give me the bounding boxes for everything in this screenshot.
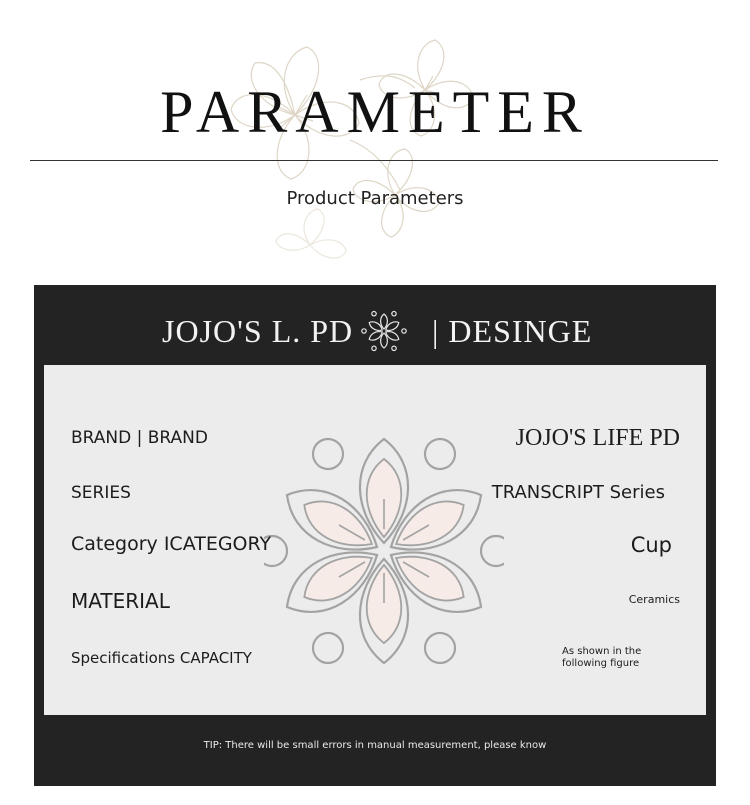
parameter-card <box>34 285 716 786</box>
measurement-tip: TIP: There will be small errors in manual measurement, please know <box>203 740 547 751</box>
cherry-blossom-illustration <box>200 20 520 280</box>
brand-label: BRAND | BRAND <box>71 428 208 448</box>
series-value: TRANSCRIPT Series <box>491 482 665 503</box>
category-value: Cup <box>630 533 672 557</box>
page-title: PARAMETER <box>160 79 590 145</box>
specifications-value-line1: As shown in the <box>562 646 642 657</box>
specifications-value-line2: following figure <box>562 658 640 669</box>
specifications-label: Specifications CAPACITY <box>71 649 252 667</box>
brand-value: JOJO'S LIFE PD <box>515 425 680 451</box>
category-label: Category ICATEGORY <box>71 533 272 555</box>
page-subtitle: Product Parameters <box>286 188 464 209</box>
material-value: Ceramics <box>628 593 680 606</box>
parameter-panel <box>44 365 706 715</box>
specifications-value <box>562 646 641 670</box>
card-header <box>34 285 716 365</box>
material-label: MATERIAL <box>71 589 170 613</box>
brand-name-left: JOJO'S L. PD <box>162 313 354 349</box>
flower-emblem-icon <box>360 307 408 355</box>
series-label: SERIES <box>71 483 131 503</box>
brand-name-right: | DESINGE <box>432 313 593 349</box>
flower-outline-icon <box>264 431 504 671</box>
title-divider <box>30 160 718 161</box>
